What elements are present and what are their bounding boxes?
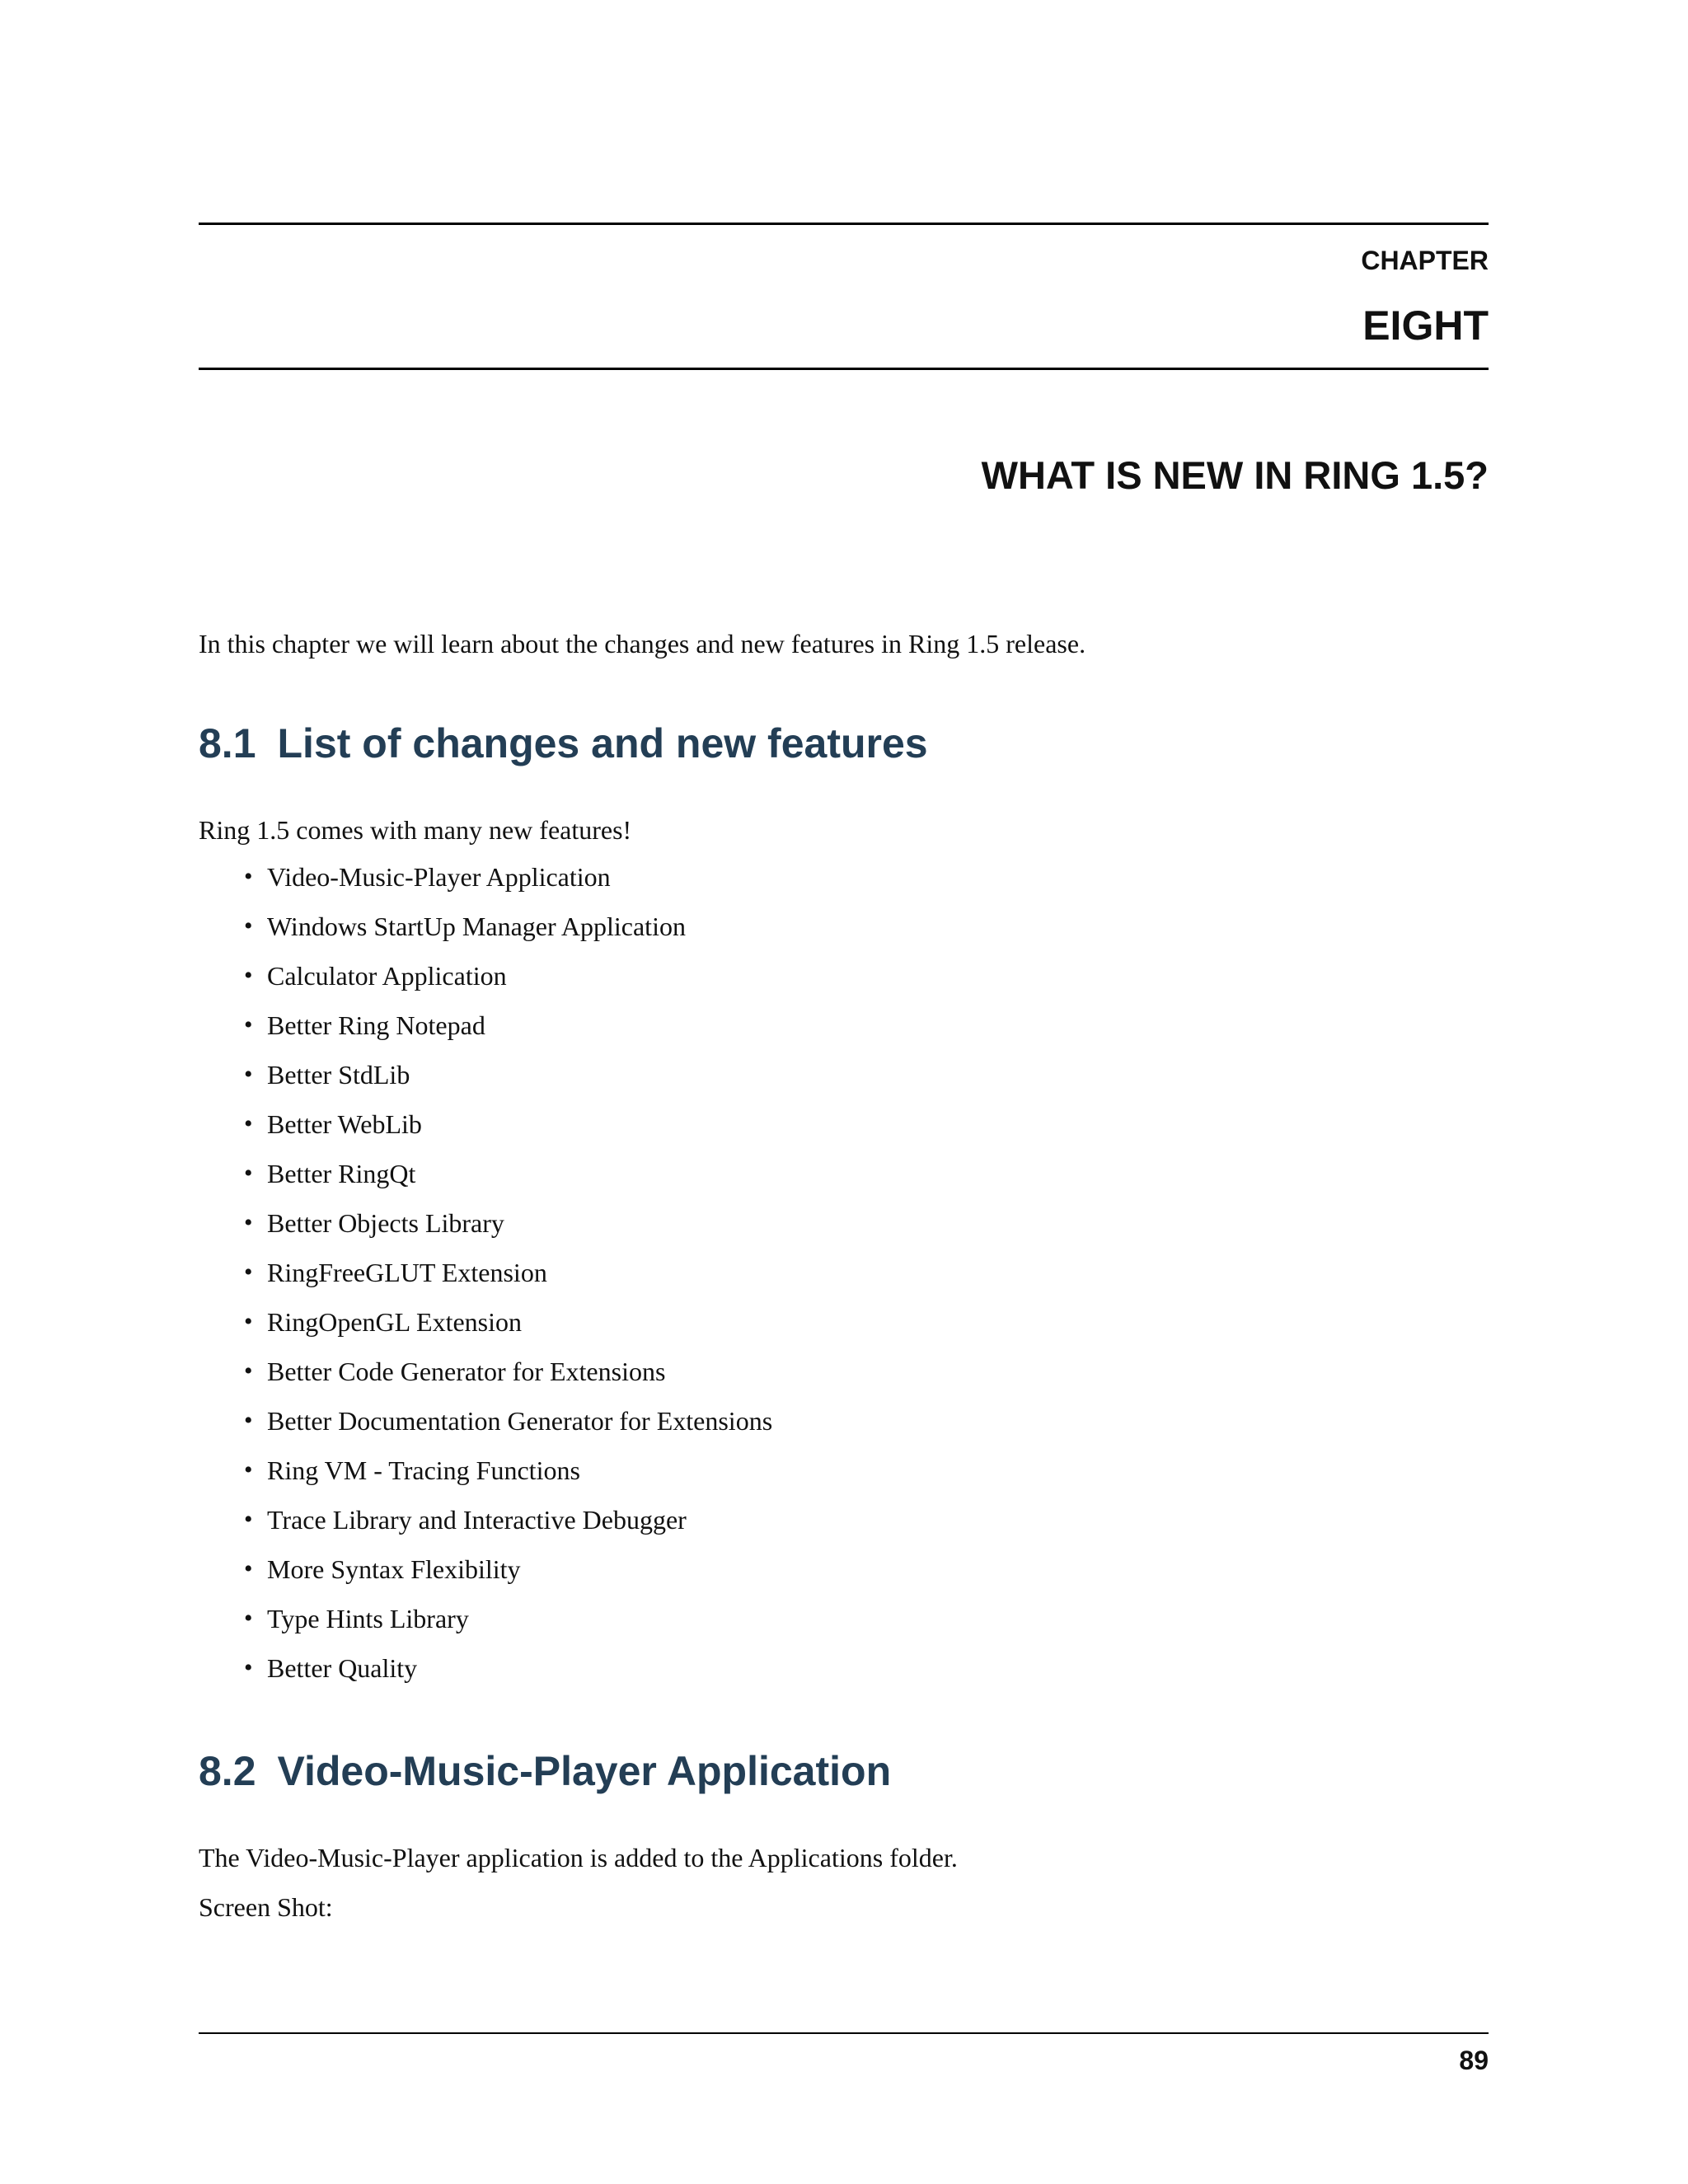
section-title: List of changes and new features xyxy=(277,720,928,766)
list-item xyxy=(244,1207,772,1256)
list-item xyxy=(244,1652,772,1701)
bullet-icon: • xyxy=(244,1605,253,1632)
list-item xyxy=(244,1553,772,1602)
list-item-text: Better Objects Library xyxy=(267,1208,504,1238)
list-item xyxy=(244,959,772,1009)
list-item-text: Windows StartUp Manager Application xyxy=(267,912,686,941)
video-player-paragraph: The Video-Music-Player application is added to the Applications folder. xyxy=(199,1843,958,1872)
bullet-icon: • xyxy=(244,1061,253,1088)
list-item xyxy=(244,1602,772,1652)
list-item xyxy=(244,1256,772,1305)
bullet-icon: • xyxy=(244,962,253,989)
section-heading-8-1 xyxy=(199,720,928,766)
list-item-text: Better RingQt xyxy=(267,1159,416,1188)
list-item-text: Better Quality xyxy=(267,1653,418,1683)
list-item xyxy=(244,1108,772,1157)
list-item-text: Calculator Application xyxy=(267,961,507,991)
bullet-icon: • xyxy=(244,863,253,890)
bullet-icon: • xyxy=(244,1555,253,1582)
page-number: 89 xyxy=(1459,2046,1489,2075)
bullet-icon: • xyxy=(244,1110,253,1137)
section-number: 8.1 xyxy=(199,720,256,766)
bullet-icon: • xyxy=(244,912,253,940)
bullet-icon: • xyxy=(244,1654,253,1681)
chapter-top-rule xyxy=(199,223,1489,225)
features-lead-paragraph: Ring 1.5 comes with many new features! xyxy=(199,815,632,845)
chapter-title: WHAT IS NEW IN RING 1.5? xyxy=(981,453,1489,497)
screenshot-caption: Screen Shot: xyxy=(199,1892,333,1922)
list-item xyxy=(244,910,772,959)
bullet-icon: • xyxy=(244,1160,253,1187)
list-item-text: Better Code Generator for Extensions xyxy=(267,1357,666,1386)
list-item xyxy=(244,1404,772,1454)
list-item-text: RingFreeGLUT Extension xyxy=(267,1258,547,1287)
list-item-text: Better Documentation Generator for Extensions xyxy=(267,1406,773,1436)
bullet-icon: • xyxy=(244,1357,253,1385)
list-item xyxy=(244,1157,772,1207)
list-item xyxy=(244,1058,772,1108)
list-item-text: Video-Music-Player Application xyxy=(267,862,611,892)
section-title: Video-Music-Player Application xyxy=(277,1748,892,1794)
list-item xyxy=(244,1355,772,1404)
bullet-icon: • xyxy=(244,1258,253,1286)
list-item-text: Better StdLib xyxy=(267,1060,410,1090)
list-item-text: Better WebLib xyxy=(267,1109,422,1139)
list-item-text: More Syntax Flexibility xyxy=(267,1554,521,1584)
list-item xyxy=(244,860,772,910)
list-item-text: RingOpenGL Extension xyxy=(267,1307,522,1337)
section-number: 8.2 xyxy=(199,1748,256,1794)
section-heading-8-2 xyxy=(199,1750,891,1792)
chapter-label: CHAPTER xyxy=(1361,246,1489,275)
list-item xyxy=(244,1305,772,1355)
list-item-text: Trace Library and Interactive Debugger xyxy=(267,1505,687,1535)
bullet-icon: • xyxy=(244,1506,253,1533)
intro-paragraph: In this chapter we will learn about the changes and new features in Ring 1.5 release. xyxy=(199,629,1086,658)
list-item-text: Ring VM - Tracing Functions xyxy=(267,1455,580,1485)
chapter-bottom-rule xyxy=(199,368,1489,370)
footer-rule xyxy=(199,2032,1489,2034)
list-item-text: Better Ring Notepad xyxy=(267,1010,485,1040)
list-item xyxy=(244,1009,772,1058)
list-item-text: Type Hints Library xyxy=(267,1604,469,1633)
bullet-icon: • xyxy=(244,1308,253,1335)
bullet-icon: • xyxy=(244,1456,253,1483)
list-item xyxy=(244,1503,772,1553)
chapter-number: EIGHT xyxy=(1362,302,1489,349)
bullet-icon: • xyxy=(244,1011,253,1038)
list-item xyxy=(244,1454,772,1503)
bullet-icon: • xyxy=(244,1209,253,1236)
bullet-icon: • xyxy=(244,1407,253,1434)
feature-list xyxy=(244,860,772,1701)
